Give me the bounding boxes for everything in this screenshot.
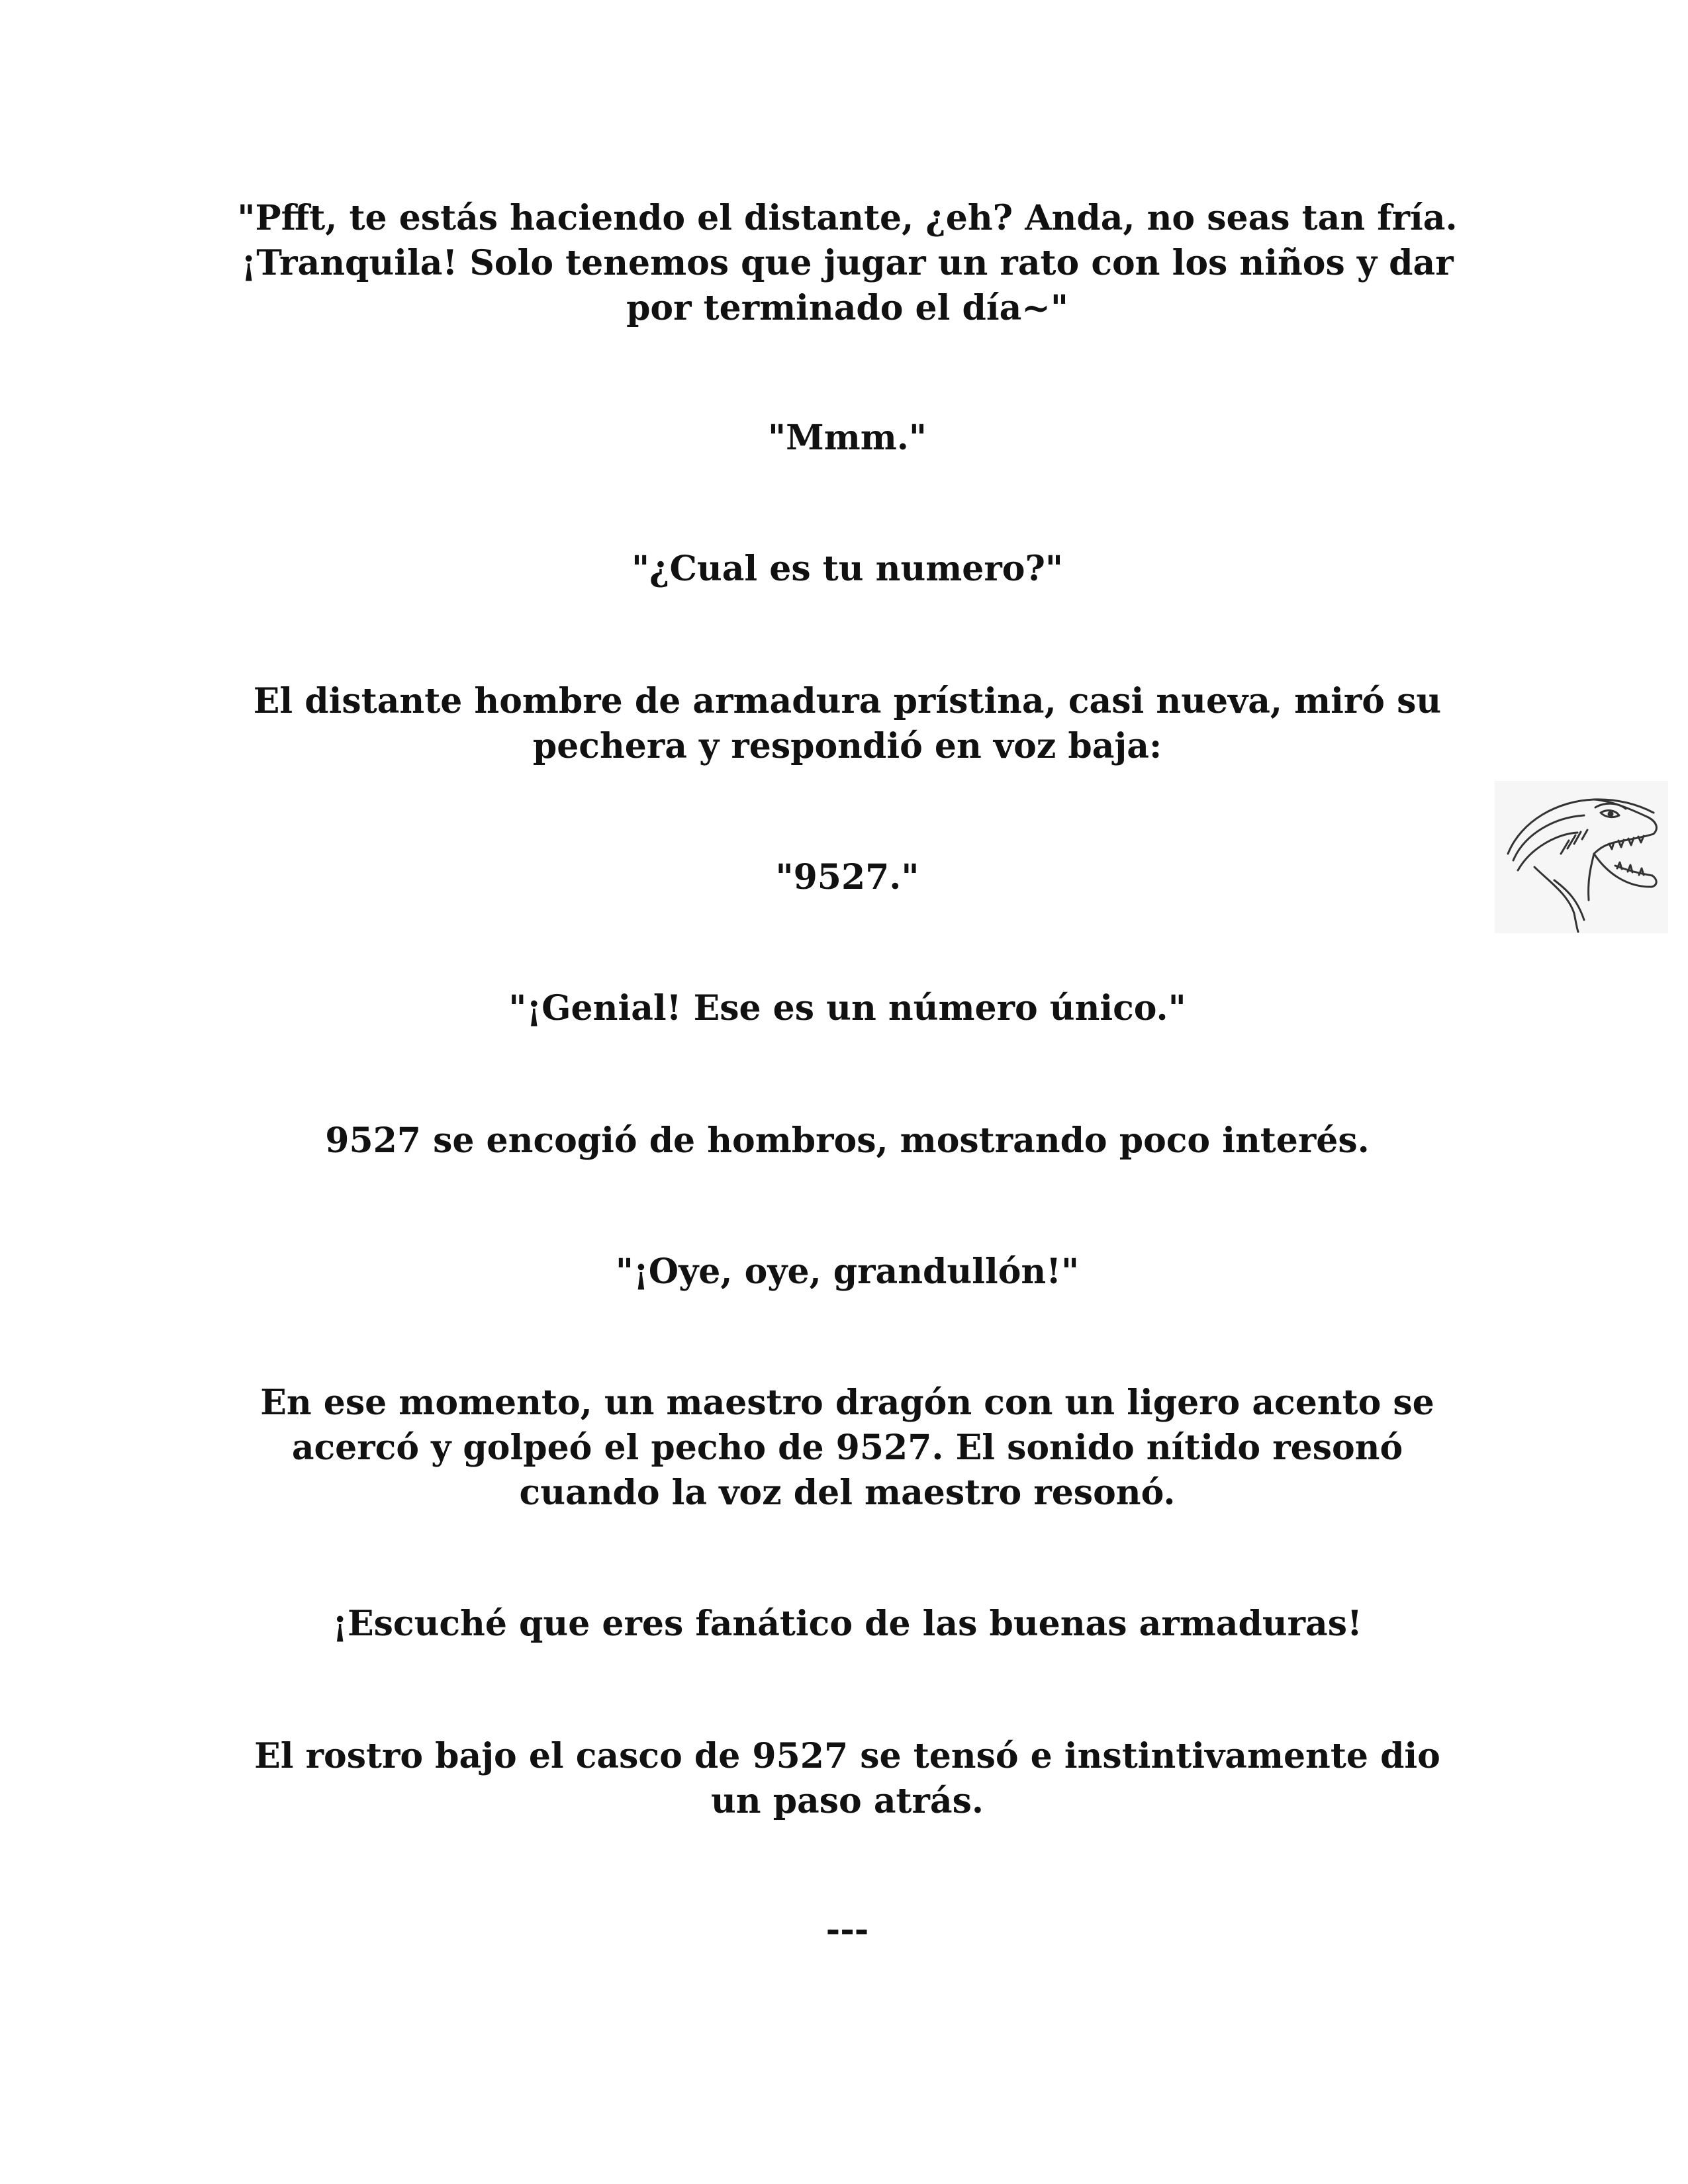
paragraph-3: "¿Cual es tu numero?" (631, 549, 1064, 589)
dinosaur-head-sketch-icon (1495, 781, 1668, 933)
paragraph-8: "¡Oye, oye, grandullón!" (615, 1251, 1080, 1292)
paragraph-11: El rostro bajo el casco de 9527 se tensó e instintivamente dio un paso atrás. (254, 1736, 1440, 1821)
paragraph-9: En ese momento, un maestro dragón con un ligero acento se acercó y golpeó el pecho de 9527. El sonido nítido resonó cuando la voz del maestro resonó. (260, 1383, 1434, 1513)
paragraph-1: "Pfft, te estás haciendo el distante, ¿eh? Anda, no seas tan fría. ¡Tranquila! Solo tenemos que jugar un rato con los niños y dar por terminado el día~" (237, 198, 1458, 328)
paragraph-7: 9527 se encogió de hombros, mostrando poco interés. (325, 1120, 1370, 1161)
paragraph-4: El distante hombre de armadura prístina, casi nueva, miró su pechera y respondió en voz baja: (253, 681, 1442, 766)
section-divider: --- (825, 1909, 869, 1950)
paragraph-6: "¡Genial! Ese es un número único." (508, 988, 1186, 1028)
paragraph-5: "9527." (775, 857, 919, 897)
paragraph-2: "Mmm." (768, 418, 927, 458)
paragraph-10: ¡Escuché que eres fanático de las buenas armaduras! (332, 1604, 1362, 1644)
document-page (192, 0, 1503, 2184)
